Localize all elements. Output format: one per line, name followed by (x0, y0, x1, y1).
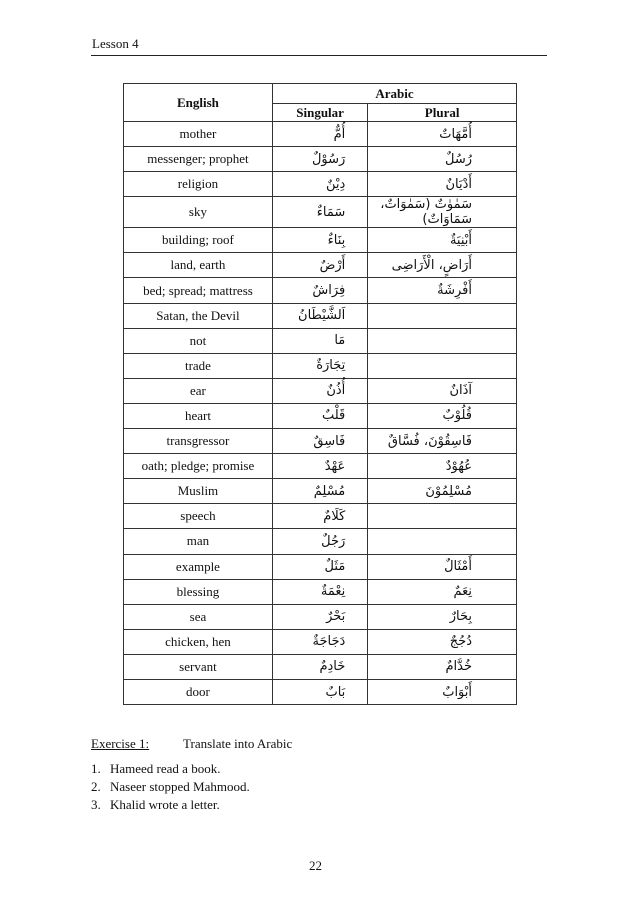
arabic-singular-cell: أَرْضٌ (272, 253, 367, 278)
lesson-label: Lesson 4 (92, 36, 139, 51)
arabic-plural-cell: أَبْوَابٌ (368, 679, 517, 704)
english-cell: oath; pledge; promise (124, 454, 273, 479)
vocabulary-table (123, 83, 517, 705)
table-row (124, 454, 517, 479)
arabic-singular-cell: اَلشَّيْطَانُ (272, 303, 367, 328)
list-item-text: Hameed read a book. (110, 761, 221, 776)
table-row (124, 654, 517, 679)
table-row (124, 353, 517, 378)
arabic-plural-cell: فَاسِقُوْنَ، فُسَّاقٌ (368, 429, 517, 454)
arabic-plural-cell: رُسُلٌ (368, 147, 517, 172)
table-row (124, 504, 517, 529)
table-row (124, 629, 517, 654)
english-cell: religion (124, 172, 273, 197)
table-row (124, 429, 517, 454)
arabic-plural-cell (368, 504, 517, 529)
table-row (124, 328, 517, 353)
arabic-plural-cell: نِعَمٌ (368, 579, 517, 604)
arabic-plural-cell: سَمٰوٰتٌ (سَمٰوَاتٌ، سَمَاوَاتٌ) (368, 197, 517, 228)
english-cell: not (124, 328, 273, 353)
english-cell: messenger; prophet (124, 147, 273, 172)
arabic-plural-cell: أُمَّهَاتٌ (368, 122, 517, 147)
table-row (124, 479, 517, 504)
arabic-singular-cell: أُمٌّ (272, 122, 367, 147)
arabic-singular-cell: مَثَلٌ (272, 554, 367, 579)
english-cell: Muslim (124, 479, 273, 504)
table-row (124, 303, 517, 328)
table-row (124, 679, 517, 704)
arabic-singular-cell: نِعْمَةٌ (272, 579, 367, 604)
arabic-singular-cell: فِرَاشٌ (272, 278, 367, 303)
table-row (124, 278, 517, 303)
table-row (124, 579, 517, 604)
arabic-singular-cell: بَحْرٌ (272, 604, 367, 629)
english-cell: man (124, 529, 273, 554)
vocabulary-rows (124, 122, 517, 705)
arabic-singular-cell: مُسْلِمٌ (272, 479, 367, 504)
table-row (124, 172, 517, 197)
list-item (91, 778, 250, 796)
arabic-singular-cell: قَلْبٌ (272, 403, 367, 428)
arabic-plural-cell: أَمْثَالٌ (368, 554, 517, 579)
list-item (91, 796, 250, 814)
arabic-singular-cell: بِنَاءٌ (272, 228, 367, 253)
singular-column-header: Singular (272, 104, 367, 122)
header-rule (91, 55, 547, 56)
table-row (124, 378, 517, 403)
arabic-singular-cell: فَاسِقٌ (272, 429, 367, 454)
english-cell: building; roof (124, 228, 273, 253)
table-row (124, 228, 517, 253)
english-cell: blessing (124, 579, 273, 604)
exercise-sentences (91, 760, 250, 814)
arabic-plural-cell: أَدْيَانٌ (368, 172, 517, 197)
arabic-plural-cell (368, 353, 517, 378)
arabic-plural-cell (368, 529, 517, 554)
table-row (124, 147, 517, 172)
english-cell: bed; spread; mattress (124, 278, 273, 303)
english-cell: heart (124, 403, 273, 428)
english-cell: speech (124, 504, 273, 529)
table-row (124, 403, 517, 428)
english-cell: trade (124, 353, 273, 378)
arabic-plural-cell (368, 303, 517, 328)
english-cell: transgressor (124, 429, 273, 454)
list-item-number: 1. (91, 761, 101, 776)
arabic-plural-cell (368, 328, 517, 353)
english-cell: sea (124, 604, 273, 629)
table-row (124, 197, 517, 228)
english-cell: servant (124, 654, 273, 679)
arabic-singular-cell: خَادِمٌ (272, 654, 367, 679)
arabic-plural-cell: مُسْلِمُوْنَ (368, 479, 517, 504)
arabic-singular-cell: كَلَامٌ (272, 504, 367, 529)
arabic-plural-cell: أَفْرِشَةٌ (368, 278, 517, 303)
english-cell: mother (124, 122, 273, 147)
table-row (124, 529, 517, 554)
list-item-number: 3. (91, 797, 101, 812)
arabic-plural-cell: آذَانٌ (368, 378, 517, 403)
arabic-singular-cell: رَجُلٌ (272, 529, 367, 554)
arabic-plural-cell: خُدَّامٌ (368, 654, 517, 679)
english-cell: land, earth (124, 253, 273, 278)
list-item-text: Khalid wrote a letter. (110, 797, 220, 812)
plural-column-header: Plural (368, 104, 517, 122)
english-cell: chicken, hen (124, 629, 273, 654)
table-row (124, 122, 517, 147)
arabic-column-header: Arabic (272, 84, 516, 104)
english-cell: Satan, the Devil (124, 303, 273, 328)
arabic-plural-cell: عُهُوْدٌ (368, 454, 517, 479)
arabic-plural-cell: أَبْنِيَةٌ (368, 228, 517, 253)
arabic-singular-cell: أُذُنٌ (272, 378, 367, 403)
arabic-plural-cell: قُلُوْبٌ (368, 403, 517, 428)
arabic-singular-cell: بَابٌ (272, 679, 367, 704)
exercise-instruction: Translate into Arabic (183, 736, 293, 751)
list-item-text: Naseer stopped Mahmood. (110, 779, 250, 794)
arabic-singular-cell: دِيْنٌ (272, 172, 367, 197)
arabic-plural-cell: دُجُجٌ (368, 629, 517, 654)
list-item-number: 2. (91, 779, 101, 794)
arabic-singular-cell: رَسُوْلٌ (272, 147, 367, 172)
arabic-plural-cell: بِحَارٌ (368, 604, 517, 629)
arabic-singular-cell: دَجَاجَةٌ (272, 629, 367, 654)
arabic-singular-cell: مَا (272, 328, 367, 353)
table-row (124, 253, 517, 278)
table-row (124, 554, 517, 579)
table-row (124, 604, 517, 629)
arabic-singular-cell: تِجَارَةٌ (272, 353, 367, 378)
page-number: 22 (309, 858, 322, 873)
english-column-header: English (124, 84, 273, 122)
arabic-plural-cell: أَرَاضٍ، الْأَرَاضِى (368, 253, 517, 278)
exercise-label: Exercise 1: (91, 736, 150, 751)
english-cell: sky (124, 197, 273, 228)
english-cell: door (124, 679, 273, 704)
english-cell: ear (124, 378, 273, 403)
exercise-heading (91, 736, 292, 752)
english-cell: example (124, 554, 273, 579)
list-item (91, 760, 250, 778)
arabic-singular-cell: سَمَاءٌ (272, 197, 367, 228)
arabic-singular-cell: عَهْدٌ (272, 454, 367, 479)
